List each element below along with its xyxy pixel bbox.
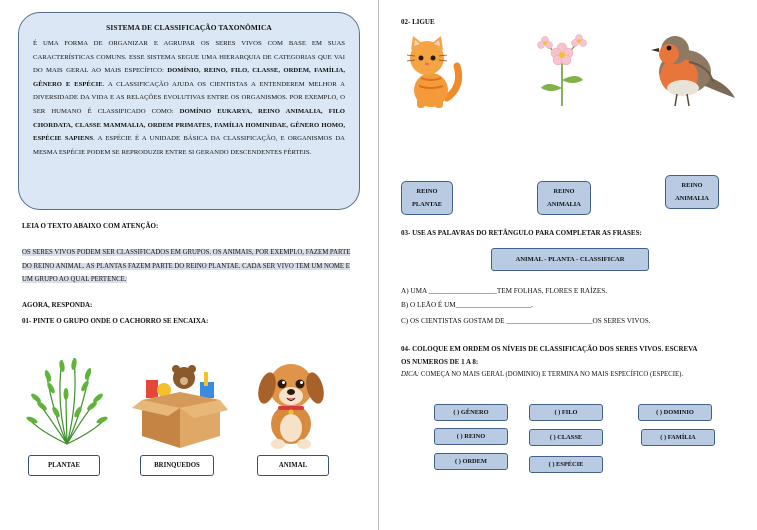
question-4-tip — [401, 371, 683, 378]
tip-label: DICA: — [401, 371, 420, 378]
order-classe-box[interactable]: ( ) CLASSE — [529, 429, 603, 446]
toy-box-icon — [132, 362, 228, 450]
answer-plantae-box[interactable]: PLANTAE — [28, 455, 100, 476]
info-text-part-2: . A CLASSIFICAÇÃO AJUDA OS CIENTISTAS A ENTENDEREM MELHOR A DIVERSIDADE DA VIDA E AS RELAÇÕES EVOLUTIVAS ENTRE OS ORGANISMOS. POR EXEMPLO, O SER HUMANO É CLASSIFICADO COMO: — [33, 80, 346, 115]
answer-animal-box[interactable]: ANIMAL — [257, 455, 329, 476]
reino-plantae-box[interactable] — [401, 181, 453, 215]
info-text-hierarchy: DOMÍNIO, REINO, FILO, CLASSE, ORDEM, FAMÍLIA, GÊNERO E ESPÉCIE — [33, 67, 345, 88]
order-genero-box[interactable]: ( ) GÊNERO — [434, 404, 508, 421]
read-paragraph-text: OS SERES VIVOS PODEM SER CLASSIFICADOS EM GRUPOS. OS ANIMAIS, POR EXEMPLO, FAZEM PARTE DO REINO ANIMAL. AS PLANTAS FAZEM PARTE DO REINO PLANTAE. CADA SER VIVO TEM UM NOME E UM GRUPO AO QUAL PERTENCE. — [22, 249, 351, 283]
reino-plantae-line2: PLANTAE — [411, 201, 443, 208]
info-box-text — [33, 37, 345, 159]
read-instruction: LEIA O TEXTO ABAIXO COM ATENÇÃO: — [22, 222, 159, 230]
order-dominio-box[interactable]: ( ) DOMINIO — [638, 404, 712, 421]
flower-icon — [529, 28, 595, 108]
order-especie-box[interactable]: ( ) ESPÉCIE — [529, 456, 603, 473]
fill-sentence-b[interactable]: B) O LEÃO É UM_____________________. — [401, 301, 533, 309]
question-3: 03- USE AS PALAVRAS DO RETÂNGULO PARA COMPLETAR AS FRASES: — [401, 229, 642, 237]
fill-sentence-c[interactable]: C) OS CIENTISTAS GOSTAM DE ________________________OS SERES VIVOS. — [401, 317, 651, 325]
right-page — [379, 0, 757, 530]
order-filo-box[interactable]: ( ) FILO — [529, 404, 603, 421]
order-ordem-box[interactable]: ( ) ORDEM — [434, 453, 508, 470]
reino-animalia-2-line1: REINO — [681, 182, 703, 189]
question-4-line2: OS NUMEROS DE 1 A 8: — [401, 358, 479, 366]
tip-text: COMEÇA NO MAIS GERAL (DOMINIO) E TERMINA NO MAIS ESPECÍFICO (ESPECIE). — [419, 371, 684, 378]
reino-animalia-box-2[interactable] — [665, 175, 719, 209]
now-answer-label: AGORA, RESPONDA: — [22, 301, 93, 309]
cat-icon — [401, 36, 463, 110]
answer-brinquedos-box[interactable]: BRINQUEDOS — [140, 455, 214, 476]
fern-plant-icon — [26, 352, 108, 448]
reino-plantae-line1: REINO — [416, 188, 438, 195]
question-1: 01- PINTE O GRUPO ONDE O CACHORRO SE ENCAIXA: — [22, 317, 209, 325]
reino-animalia-1-line2: ANIMALIA — [547, 201, 581, 208]
read-paragraph — [22, 246, 356, 287]
question-2: 02- LIGUE — [401, 18, 435, 26]
question-4-line1: 04- COLOQUE EM ORDEM OS NÍVEIS DE CLASSIFICAÇÃO DOS SERES VIVOS. ESCREVA — [401, 345, 698, 353]
reino-animalia-1-line1: REINO — [553, 188, 575, 195]
info-text-human-example: DOMÍNIO EUKARYA, REINO ANIMALIA, FILO CHORDATA, CLASSE MAMMALIA, ORDEM PRIMATES, FAMÍLIA HOMINIDAE, GÊNERO HOMO, ESPÉCIE SAPIENS — [33, 107, 345, 143]
word-bank-box: ANIMAL - PLANTA - CLASSIFICAR — [491, 248, 649, 271]
left-page — [0, 0, 378, 530]
info-text-part-3: . A ESPÉCIE É A UNIDADE BÁSICA DA CLASSIFICAÇÃO, E ORGANISMOS DA MESMA ESPÉCIE PODEM SE REPRODUZIR ENTRE SI GERANDO DESCENDENTES FÉRTEIS. — [33, 135, 345, 156]
taxonomy-info-box — [18, 12, 360, 210]
puppy-icon — [258, 358, 324, 450]
fill-sentence-a[interactable]: A) UMA ___________________TEM FOLHAS, FLORES E RAÍZES. — [401, 287, 608, 295]
order-reino-box[interactable]: ( ) REINO — [434, 428, 508, 445]
reino-animalia-2-line2: ANIMALIA — [675, 195, 709, 202]
info-box-title: SISTEMA DE CLASSIFICAÇÃO TAXONÔMICA — [106, 23, 272, 32]
reino-animalia-box-1[interactable] — [537, 181, 591, 215]
bird-icon — [649, 26, 737, 108]
order-familia-box[interactable]: ( ) FAMÍLIA — [641, 429, 715, 446]
info-text-part-1: É UMA FORMA DE ORGANIZAR E AGRUPAR OS SERES VIVOS COM BASE EM SUAS CARACTERÍSTICAS COMUNS. ESSE SISTEMA SEGUE UMA HIERARQUIA DE CATEGORIAS QUE VAI DO MAIS GERAL AO MAIS ESPECÍFICO: — [33, 40, 345, 75]
